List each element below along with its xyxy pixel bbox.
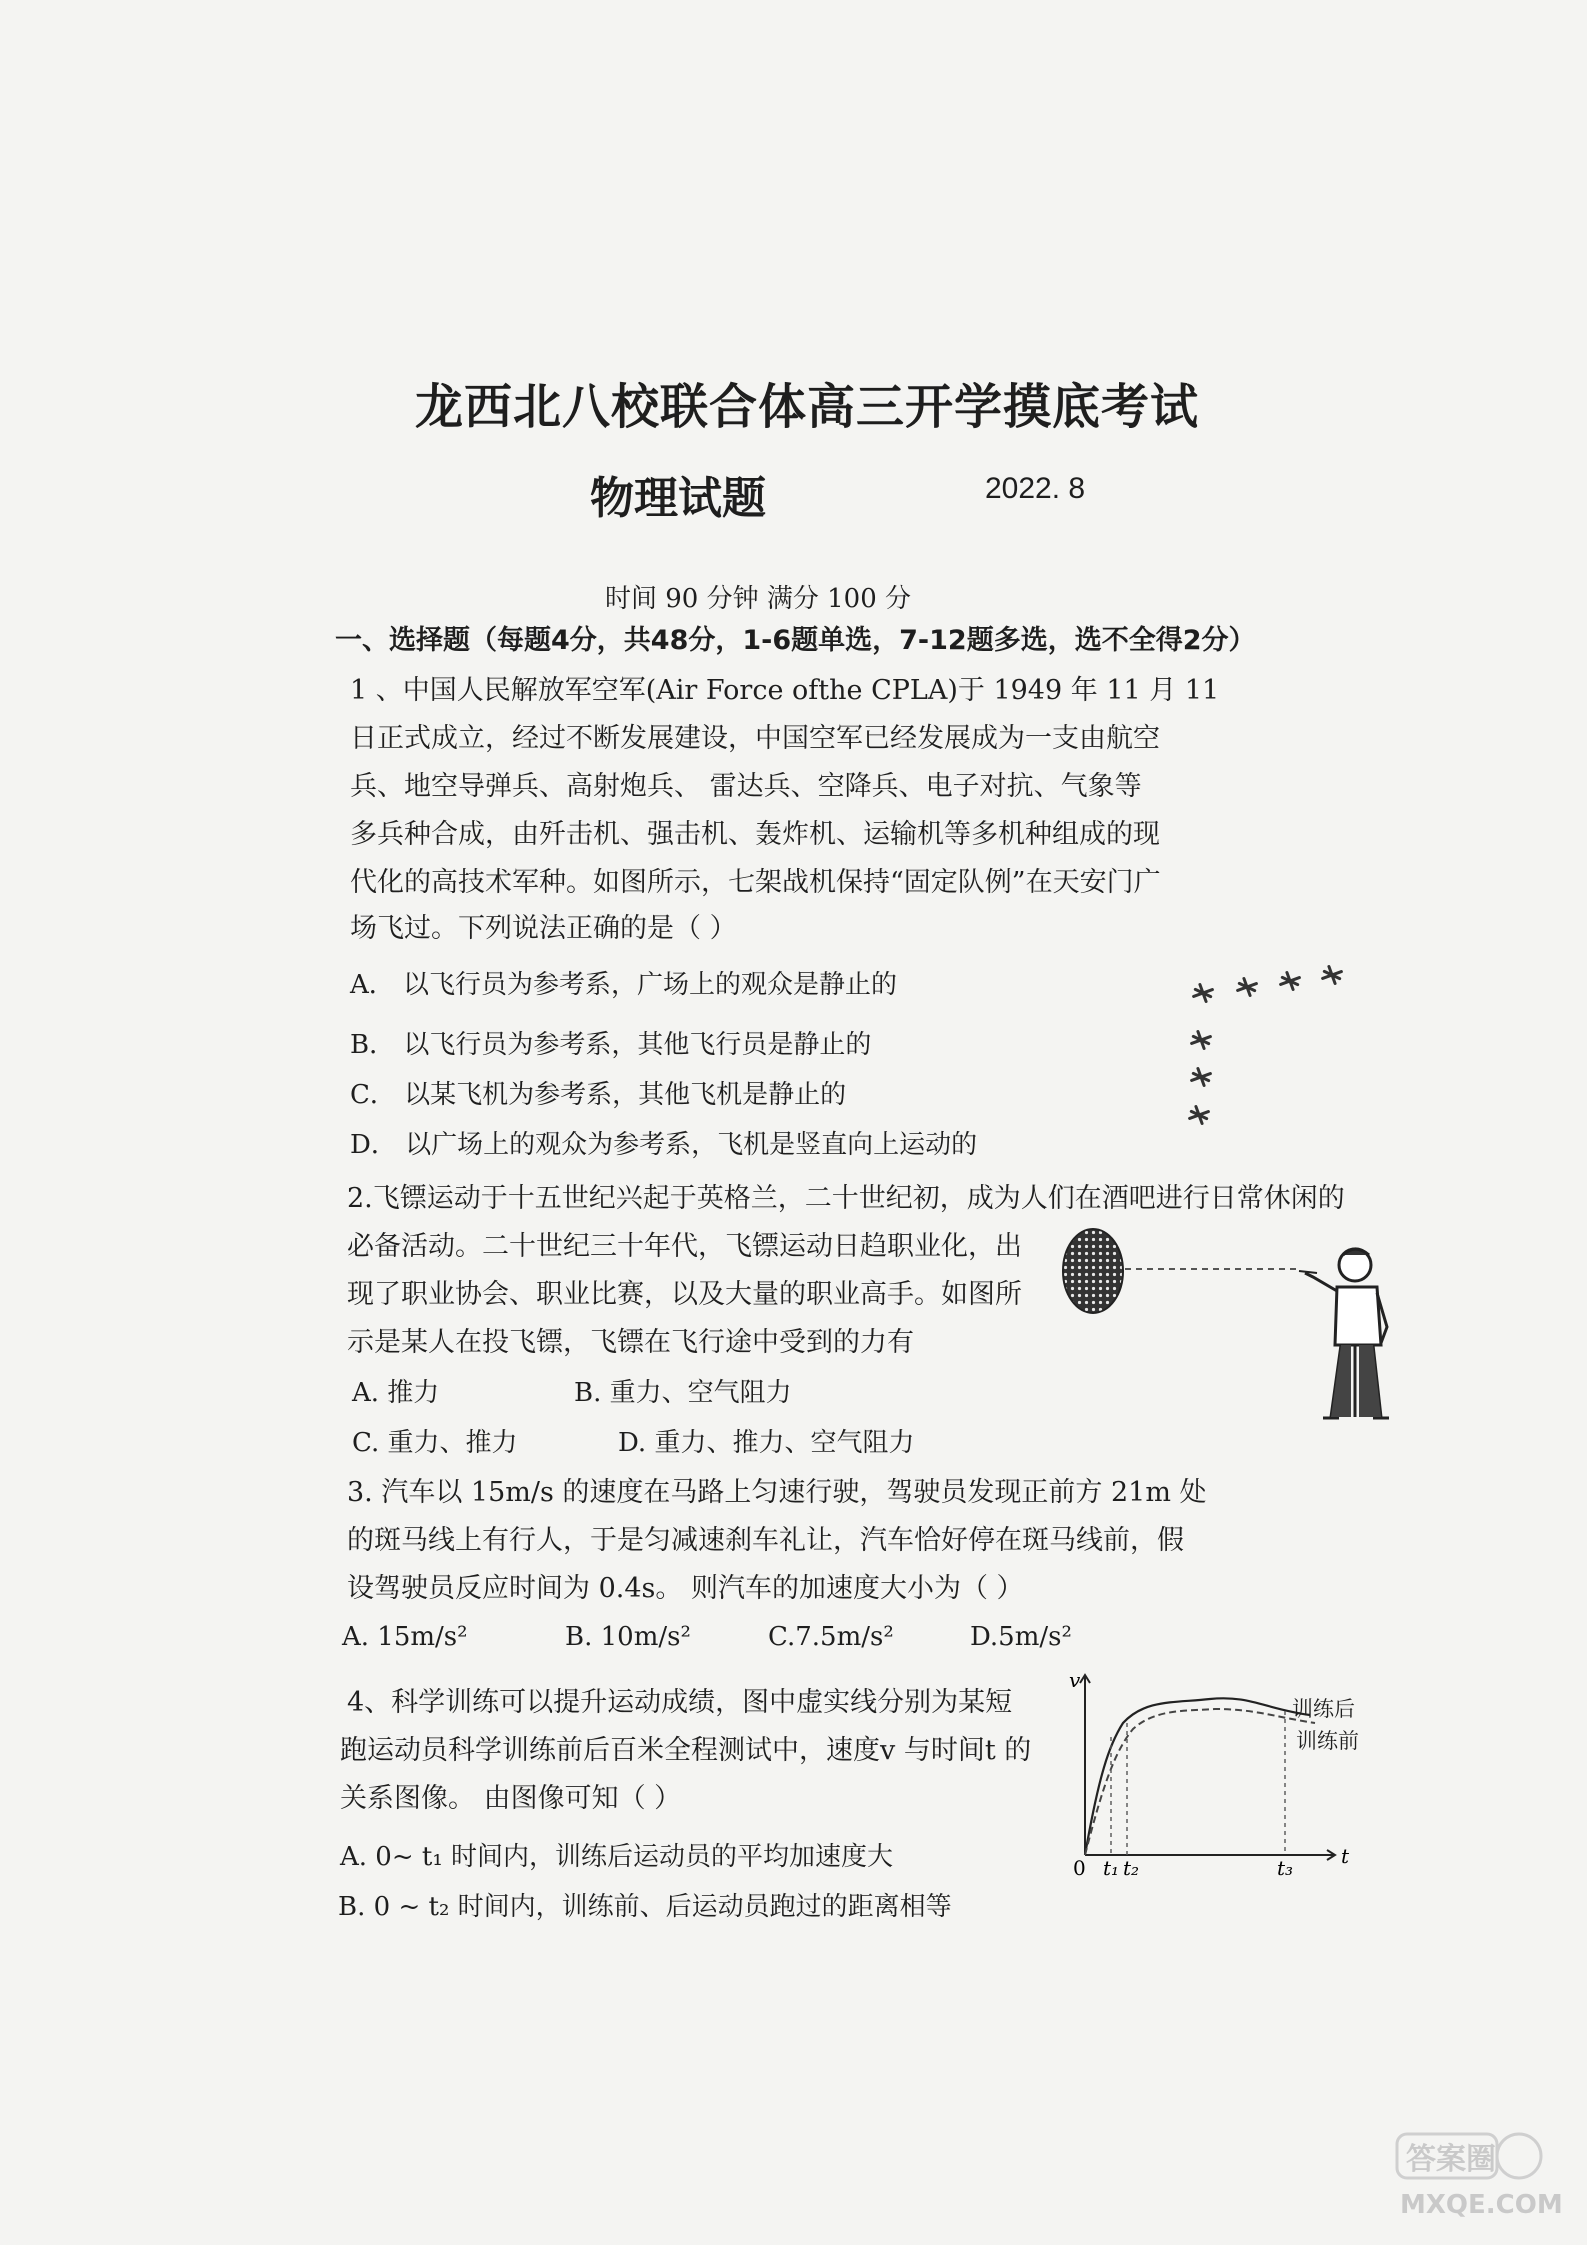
q2-option-c[interactable]: C. 重力、推力: [352, 1428, 518, 1458]
graph-t2: t₂: [1123, 1856, 1140, 1880]
section-heading: 一、选择题（每题4分，共48分，1-6题单选，7-12题多选，选不全得2分）: [335, 625, 1256, 656]
exam-subtitle: 物理试题: [590, 473, 766, 524]
jet-formation-icon: [1175, 955, 1375, 1135]
q2-line: 必备活动。二十世纪三十年代，飞镖运动日趋职业化，出: [347, 1231, 1022, 1262]
watermark-logo-text: 答案圈: [1406, 2142, 1496, 2177]
q2-option-a[interactable]: A. 推力: [352, 1378, 440, 1408]
q2-line: 示是某人在投飞镖，飞镖在飞行途中受到的力有: [347, 1327, 914, 1358]
q1-line: 1 、中国人民解放军空军(Air Force ofthe CPLA)于 1949 年 11 月 11: [350, 675, 1220, 706]
q1-line: 兵、地空导弹兵、高射炮兵、 雷达兵、空降兵、电子对抗、气象等: [350, 771, 1142, 802]
graph-t-label: t: [1341, 1844, 1350, 1868]
q3-option-a[interactable]: A. 15m/s²: [342, 1622, 468, 1652]
q4-line: 4、科学训练可以提升运动成绩，图中虚实线分别为某短: [347, 1687, 1013, 1718]
q2-line: 2.飞镖运动于十五世纪兴起于英格兰，二十世纪初，成为人们在酒吧进行日常休闲的: [347, 1183, 1345, 1214]
dart-thrower-icon: [1055, 1215, 1400, 1425]
exam-title: 龙西北八校联合体高三开学摸底考试: [415, 379, 1200, 435]
q2-option-b[interactable]: B. 重力、空气阻力: [574, 1378, 792, 1408]
graph-v-label: v: [1069, 1668, 1081, 1692]
q3-option-c[interactable]: C.7.5m/s²: [768, 1622, 894, 1652]
time-info: 时间 90 分钟 满分 100 分: [605, 584, 912, 614]
q3-option-d[interactable]: D.5m/s²: [970, 1622, 1072, 1652]
watermark-site: MXQE.COM: [1400, 2190, 1563, 2220]
q1-option-b[interactable]: B． 以飞行员为参考系，其他飞行员是静止的: [350, 1030, 872, 1060]
graph-before-label: 训练前: [1296, 1729, 1359, 1753]
q1-line: 日正式成立，经过不断发展建设，中国空军已经发展成为一支由航空: [350, 723, 1160, 754]
graph-t1: t₁: [1103, 1856, 1120, 1880]
q3-line: 设驾驶员反应时间为 0.4s。 则汽车的加速度大小为（ ）: [347, 1573, 1024, 1604]
exam-date: 2022. 8: [985, 472, 1086, 505]
q4-line: 跑运动员科学训练前后百米全程测试中，速度v 与时间t 的: [340, 1735, 1032, 1766]
q1-line: 代化的高技术军种。如图所示，七架战机保持“固定队例”在天安门广: [350, 867, 1161, 898]
q4-option-a[interactable]: A. 0~ t₁ 时间内，训练后运动员的平均加速度大: [340, 1842, 894, 1872]
graph-origin: 0: [1073, 1856, 1086, 1880]
q2-line: 现了职业协会、职业比赛，以及大量的职业高手。如图所: [347, 1279, 1022, 1310]
q3-option-b[interactable]: B. 10m/s²: [565, 1622, 691, 1652]
q3-line: 3. 汽车以 15m/s 的速度在马路上匀速行驶，驾驶员发现正前方 21m 处: [347, 1477, 1207, 1508]
q4-option-b[interactable]: B. 0 ~ t₂ 时间内，训练前、后运动员跑过的距离相等: [338, 1892, 952, 1922]
graph-t3: t₃: [1277, 1856, 1294, 1880]
q1-option-c[interactable]: C． 以某飞机为参考系，其他飞机是静止的: [350, 1080, 847, 1110]
q1-line: 场飞过。下列说法正确的是（ ）: [350, 913, 737, 944]
q3-line: 的斑马线上有行人，于是匀减速刹车礼让，汽车恰好停在斑马线前，假: [347, 1525, 1184, 1556]
q1-option-a[interactable]: A． 以飞行员为参考系，广场上的观众是静止的: [350, 970, 898, 1000]
q4-line: 关系图像。 由图像可知（ ）: [340, 1783, 682, 1814]
q1-line: 多兵种合成，由歼击机、强击机、轰炸机、运输机等多机种组成的现: [350, 819, 1160, 850]
q1-option-d[interactable]: D． 以广场上的观众为参考系，飞机是竖直向上运动的: [350, 1130, 978, 1160]
q2-option-d[interactable]: D. 重力、推力、空气阻力: [618, 1428, 915, 1458]
graph-after-label: 训练后: [1292, 1697, 1355, 1721]
